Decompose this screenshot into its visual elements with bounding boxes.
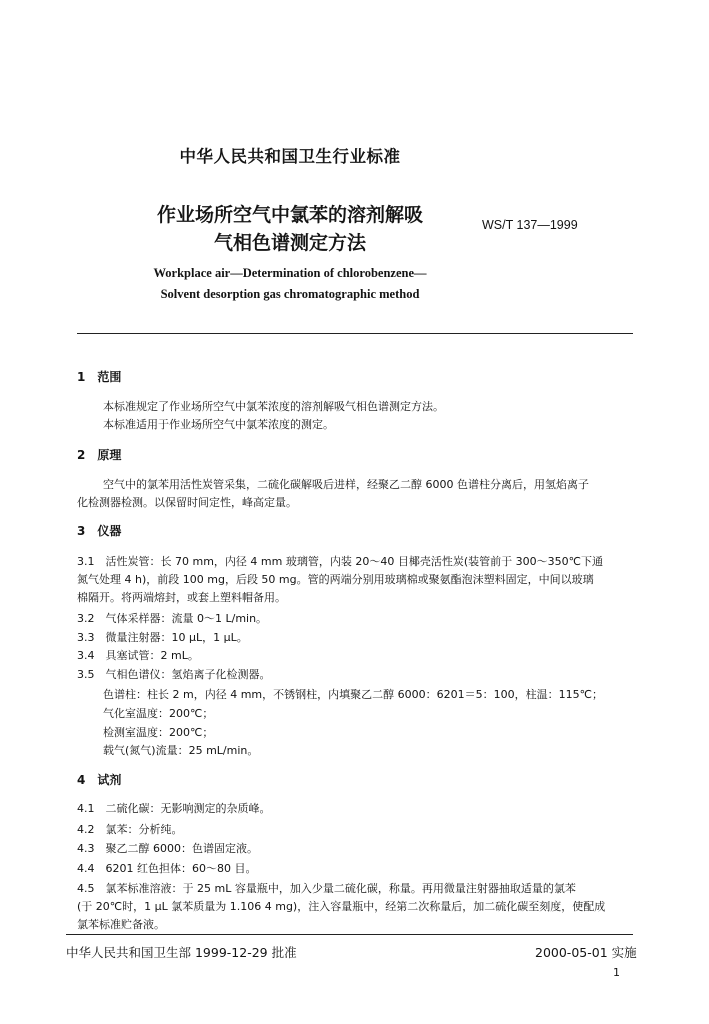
- paragraph: 化检测器检测。以保留时间定性，峰高定量。: [77, 496, 297, 509]
- clause-text: 3.5 气相色谱仪：氢焰离子化检测器。: [77, 668, 271, 681]
- clause-text: 氯苯标准贮备液。: [77, 918, 165, 931]
- clause-text: 4.4 6201 红色担体：60～80 目。: [77, 862, 257, 875]
- clause-text: 氮气处理 4 h)，前段 100 mg，后段 50 mg。管的两端分别用玻璃棉或聚氨酯泡沫塑料固定，中间以玻璃: [77, 573, 594, 586]
- document-title-line2: 气相色谱测定方法: [213, 232, 366, 254]
- footer-divider: [66, 934, 633, 935]
- clause-text: 气化室温度：200℃；: [103, 707, 214, 720]
- paragraph: 本标准规定了作业场所空气中氯苯浓度的溶剂解吸气相色谱测定方法。: [103, 400, 444, 413]
- clause-text: 4.5 氯苯标准溶液：于 25 mL 容量瓶中，加入少量二硫化碳，称量。再用微量注射器抽取适量的氯苯: [77, 882, 576, 895]
- header-divider: [77, 333, 633, 334]
- section-heading-apparatus: 3 仪器: [77, 524, 122, 538]
- clause-text: 3.1 活性炭管：长 70 mm，内径 4 mm 玻璃管，内装 20～40 目椰壳活性炭(装管前于 300～350℃下通: [77, 555, 603, 568]
- english-title-line1: Workplace air—Determination of chlorobenzene—: [153, 266, 427, 280]
- clause-text: 棉隔开。将两端熔封，或套上塑料帽备用。: [77, 591, 286, 604]
- clause-text: 3.4 具塞试管：2 mL。: [77, 649, 199, 662]
- page-number: 1: [613, 966, 620, 979]
- section-heading-scope: 1 范围: [77, 370, 122, 384]
- clause-text: 载气(氮气)流量：25 mL/min。: [103, 744, 259, 757]
- clause-text: 3.2 气体采样器：流量 0～1 L/min。: [77, 612, 268, 625]
- implementation-date: 2000-05-01 实施: [535, 945, 637, 960]
- clause-text: 3.3 微量注射器：10 μL，1 μL。: [77, 631, 248, 644]
- approval-date: 中华人民共和国卫生部 1999-12-29 批准: [66, 945, 297, 960]
- document-title-line1: 作业场所空气中氯苯的溶剂解吸: [156, 204, 423, 226]
- clause-text: 4.2 氯苯：分析纯。: [77, 823, 183, 836]
- clause-text: 4.3 聚乙二醇 6000：色谱固定液。: [77, 842, 258, 855]
- clause-text: 检测室温度：200℃；: [103, 726, 214, 739]
- section-heading-principle: 2 原理: [77, 448, 122, 462]
- clause-text: 色谱柱：柱长 2 m，内径 4 mm，不锈钢柱，内填聚乙二醇 6000：6201＝5：100，柱温：115℃；: [103, 688, 603, 701]
- english-title-line2: Solvent desorption gas chromatographic method: [160, 287, 420, 301]
- issuing-organization: 中华人民共和国卫生行业标准: [179, 147, 401, 166]
- paragraph: 本标准适用于作业场所空气中氯苯浓度的测定。: [103, 418, 334, 431]
- clause-text: 4.1 二硫化碳：无影响测定的杂质峰。: [77, 802, 271, 815]
- section-heading-reagents: 4 试剂: [77, 773, 122, 787]
- clause-text: (于 20℃时，1 μL 氯苯质量为 1.106 4 mg)，注入容量瓶中，经第二次称量后，加二硫化碳至刻度，使配成: [77, 900, 606, 913]
- paragraph: 空气中的氯苯用活性炭管采集，二硫化碳解吸后进样，经聚乙二醇 6000 色谱柱分离后，用氢焰离子: [103, 478, 589, 491]
- standard-code: WS/T 137—1999: [482, 218, 578, 232]
